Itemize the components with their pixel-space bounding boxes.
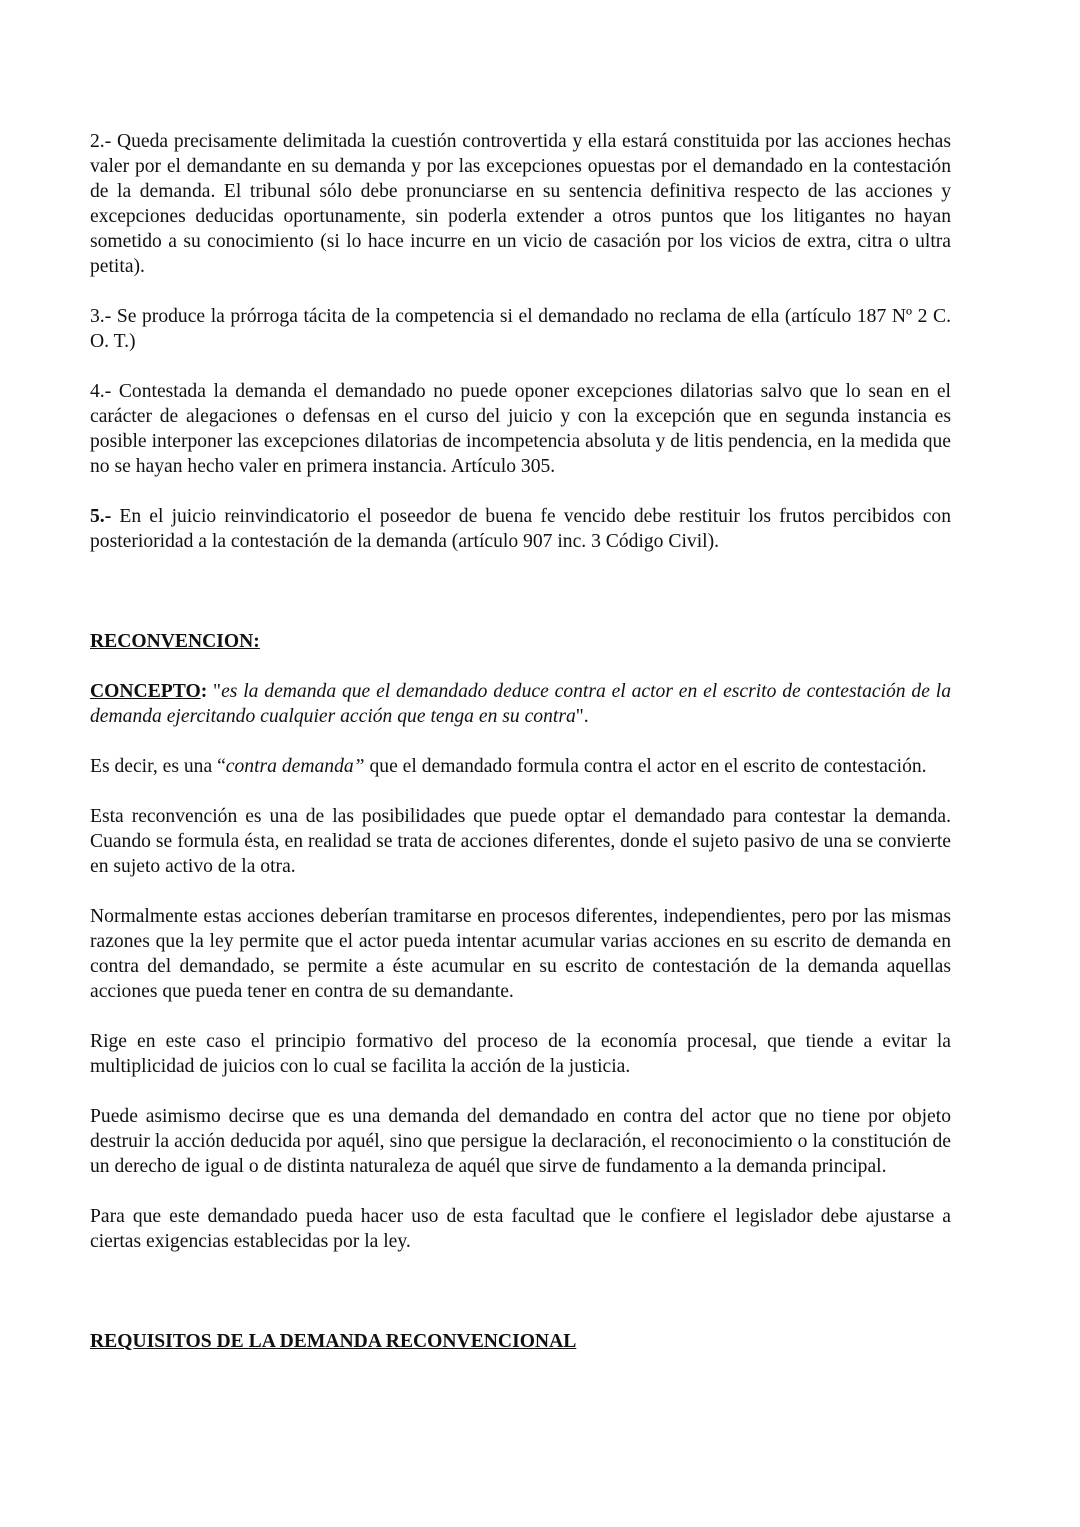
item-4 [90,379,951,479]
item-number: 5.- [90,506,112,527]
es-decir-paragraph: Es decir, es una “contra demanda” que el demandado formula contra el actor en el escrito de contestación. [90,756,927,777]
paragraph: Normalmente estas acciones deberían tramitarse en procesos diferentes, independientes, pero por las mismas razones que la ley permite que el actor pueda intentar acumular varias acciones en su escrito de demanda en contra del demandado, se permite a éste acumular en su escrito de contestación de la demanda aquellas acciones que pueda tener en contra de su demandante. [90,906,951,1002]
item-5 [90,504,951,554]
item-number: 3.- [90,306,112,327]
item-text: En el juicio reinvindicatorio el poseedor de buena fe vencido debe restituir los frutos percibidos con posterioridad a la contestación de la demanda (artículo 907 inc. 3 Código Civil). [90,506,951,552]
item-text: Se produce la prórroga tácita de la competencia si el demandado no reclama de ella (artículo 187 Nº 2 C. O. T.) [90,306,951,352]
requisitos-heading: REQUISITOS DE LA DEMANDA RECONVENCIONAL [90,1331,577,1352]
paragraph: Puede asimismo decirse que es una demanda del demandado en contra del actor que no tiene por objeto destruir la acción deducida por aquél, sino que persigue la declaración, el reconocimiento o la constitución de un derecho de igual o de distinta naturaleza de aquél que sirve de fundamento a la demanda principal. [90,1106,951,1177]
concepto-definition: es la demanda que el demandado deduce contra el actor en el escrito de contestación de la demanda ejercitando cualquier acción que tenga en su contra [90,681,951,727]
paragraph: Esta reconvención es una de las posibilidades que puede optar el demandado para contestar la demanda. Cuando se formula ésta, en realidad se trata de acciones diferentes, donde el sujeto pasivo de una se convierte en sujeto activo de la otra. [90,806,951,877]
concepto-label: CONCEPTO [90,681,201,702]
item-text: Queda precisamente delimitada la cuestión controvertida y ella estará constituida por las acciones hechas valer por el demandante en su demanda y por las excepciones opuestas por el demandado en la contestación de la demanda. El tribunal sólo debe pronunciarse en su sentencia definitiva respecto de las acciones y excepciones deducidas oportunamente, sin poderla extender a otros puntos que los litigantes no hayan sometido a su conocimiento (si lo hace incurre en un vicio de casación por los vicios de extra, citra o ultra petita). [90,131,951,277]
paragraph: Rige en este caso el principio formativo del proceso de la economía procesal, que tiende a evitar la multiplicidad de juicios con lo cual se facilita la acción de la justicia. [90,1031,951,1077]
item-3 [90,304,951,354]
item-number: 2.- [90,131,112,152]
document-page [90,129,951,1354]
item-number: 4.- [90,381,112,402]
item-2 [90,129,951,279]
concepto-paragraph: CONCEPTO: "es la demanda que el demandado deduce contra el actor en el escrito de contestación de la demanda ejercitando cualquier acción que tenga en su contra". [90,681,951,727]
item-text: Contestada la demanda el demandado no puede oponer excepciones dilatorias salvo que lo sean en el carácter de alegaciones o defensas en el curso del juicio y con la excepción que en segunda instancia es posible interponer las excepciones dilatorias de incompetencia absoluta y de litis pendencia, en la medida que no se hayan hecho valer en primera instancia. Artículo 305. [90,381,951,477]
paragraph: Para que este demandado pueda hacer uso de esta facultad que le confiere el legislador debe ajustarse a ciertas exigencias establecidas por la ley. [90,1206,951,1252]
reconvencion-heading: RECONVENCION: [90,631,260,652]
